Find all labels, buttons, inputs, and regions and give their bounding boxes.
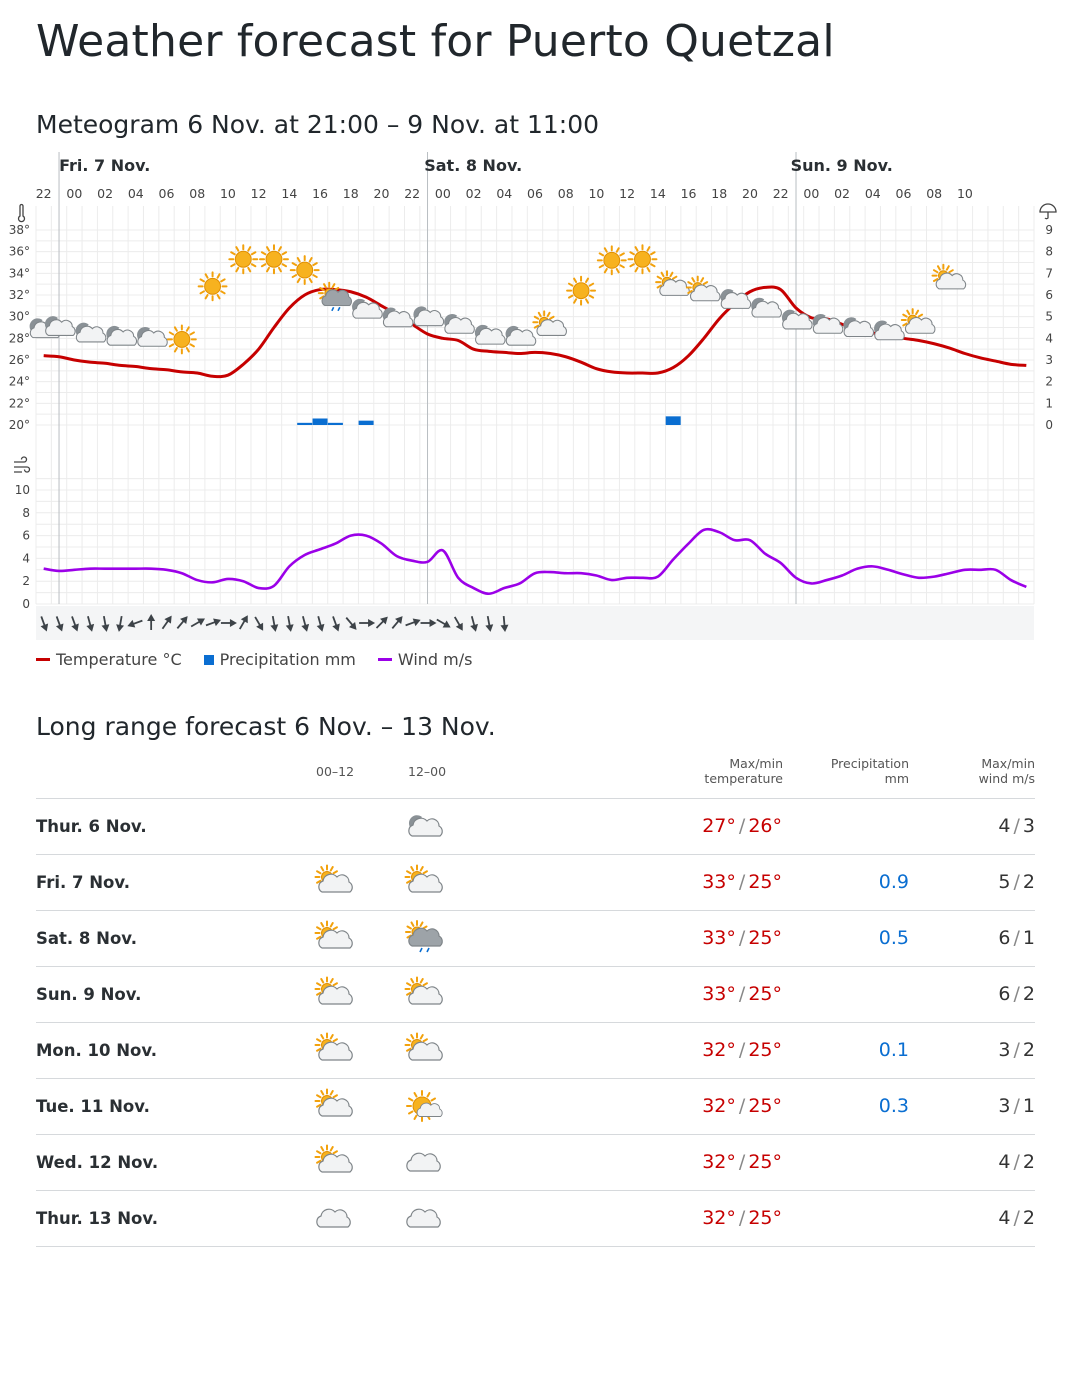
- temperature-tick-label: 28°: [8, 331, 30, 346]
- partly-cloudy-day-icon: [902, 309, 935, 333]
- separator: /: [738, 1095, 746, 1117]
- legend-swatch: [204, 655, 214, 665]
- header-wind: [979, 756, 1035, 786]
- legend-label: Wind m/s: [397, 650, 473, 669]
- rain-showers-icon: [319, 283, 352, 311]
- wind-min: 2: [1022, 1039, 1035, 1061]
- hour-tick-label: 22: [404, 186, 421, 201]
- hour-tick-label: 00: [803, 186, 820, 201]
- day-label: Sat. 8 Nov.: [36, 929, 137, 948]
- wind-min: 1: [1022, 927, 1035, 949]
- day-label: Fri. 7 Nov.: [36, 873, 131, 892]
- legend-item: [36, 650, 182, 669]
- partly-cloudy-day-icon: [687, 277, 720, 301]
- hour-tick-label: 18: [711, 186, 728, 201]
- hour-tick-label: 10: [219, 186, 236, 201]
- partly-cloudy-day-icon: [656, 271, 689, 295]
- legend-swatch: [378, 658, 392, 661]
- header-period-2: 12–00: [408, 764, 447, 779]
- temperature-max-min: [702, 815, 782, 837]
- temperature-min: 25°: [748, 927, 782, 949]
- separator: /: [738, 1207, 746, 1229]
- wind-tick-label: 2: [22, 574, 30, 589]
- umbrella-icon: [1040, 204, 1056, 219]
- temperature-tick-label: 36°: [8, 244, 30, 259]
- cloudy-icon: [314, 1199, 354, 1239]
- partly-cloudy-night-icon: [782, 310, 812, 329]
- day-label: Sun. 9 Nov.: [790, 156, 893, 175]
- precipitation-bar[interactable]: [313, 419, 328, 426]
- hour-tick-label: 16: [312, 186, 328, 201]
- legend-label: Temperature °C: [56, 650, 182, 669]
- legend-label: Precipitation mm: [219, 650, 356, 669]
- wind-tick-label: 4: [22, 551, 30, 566]
- temperature-tick-label: 34°: [8, 266, 30, 281]
- partly-cloudy-day-icon: [314, 919, 354, 959]
- legend-item: [378, 650, 473, 669]
- hour-tick-label: 00: [66, 186, 83, 201]
- long-range-header: [36, 752, 1035, 799]
- precipitation-tick-label: 1: [1045, 396, 1053, 411]
- wind-tick-label: 8: [22, 505, 30, 520]
- hour-tick-label: 12: [250, 186, 267, 201]
- partly-cloudy-day-icon: [933, 265, 966, 289]
- wind-min: 1: [1022, 1095, 1035, 1117]
- hour-tick-label: 10: [588, 186, 605, 201]
- temperature-min: 26°: [748, 815, 782, 837]
- day-label: Tue. 11 Nov.: [36, 1097, 150, 1116]
- wind-max: 6: [998, 927, 1011, 949]
- temperature-max-min: [702, 927, 782, 949]
- partly-cloudy-day-icon: [314, 975, 354, 1015]
- hour-tick-label: 14: [281, 186, 298, 201]
- temperature-max: 32°: [702, 1207, 736, 1229]
- partly-cloudy-day-icon: [314, 863, 354, 903]
- wind-max-min: [998, 1151, 1035, 1173]
- partly-cloudy-day-icon: [404, 975, 444, 1015]
- partly-cloudy-day-icon: [533, 311, 566, 335]
- header-precipitation-line1: Precipitation: [830, 756, 909, 771]
- header-period-1: 00–12: [316, 764, 355, 779]
- hour-tick-label: 06: [158, 186, 175, 201]
- temperature-tick-label: 20°: [8, 418, 30, 432]
- temperature-max: 32°: [702, 1151, 736, 1173]
- meteogram-grid: [36, 206, 1034, 604]
- separator: /: [1013, 815, 1020, 837]
- wind-max: 6: [998, 983, 1011, 1005]
- wind-max-min: [998, 871, 1035, 893]
- wind-min: 2: [1022, 871, 1035, 893]
- table-row[interactable]: [36, 855, 1035, 911]
- separator: /: [1013, 871, 1020, 893]
- partly-cloudy-night-icon: [106, 326, 136, 345]
- table-row[interactable]: [36, 967, 1035, 1023]
- temperature-tick-label: 22°: [8, 396, 30, 411]
- long-range-table: [36, 752, 1035, 1247]
- wind-max-min: [998, 1039, 1035, 1061]
- partly-cloudy-night-icon: [874, 321, 904, 340]
- temperature-max-min: [702, 1151, 782, 1173]
- wind-max: 4: [998, 815, 1011, 837]
- hour-tick-label: 04: [864, 186, 881, 201]
- temperature-max-min: [702, 871, 782, 893]
- precipitation-tick-label: 4: [1045, 331, 1053, 346]
- hour-tick-label: 08: [926, 186, 943, 201]
- clear-sky-icon: [199, 272, 227, 300]
- day-label: Mon. 10 Nov.: [36, 1041, 158, 1060]
- precipitation-tick-label: 9: [1045, 223, 1053, 237]
- hour-tick-label: 16: [680, 186, 697, 201]
- wind-line[interactable]: [44, 529, 1027, 594]
- wind-max: 3: [998, 1039, 1011, 1061]
- partly-cloudy-night-icon: [383, 308, 413, 327]
- wind-min: 2: [1022, 1207, 1035, 1229]
- legend-item: [204, 650, 356, 669]
- hour-tick-label: 20: [373, 186, 390, 201]
- precipitation-tick-label: 6: [1045, 288, 1053, 302]
- wind-max-min: [998, 927, 1035, 949]
- precipitation-bar[interactable]: [359, 421, 374, 425]
- temperature-tick-label: 26°: [8, 353, 30, 367]
- precipitation-bar[interactable]: [297, 423, 312, 425]
- meteogram-legend: [36, 650, 472, 669]
- hour-tick-label: 02: [97, 186, 114, 201]
- hour-tick-label: 00: [434, 186, 451, 201]
- wind-max-min: [998, 983, 1035, 1005]
- precipitation-value: 0.3: [878, 1095, 909, 1117]
- temperature-max: 32°: [702, 1095, 736, 1117]
- header-wind-line1: Max/min: [981, 756, 1035, 771]
- partly-cloudy-night-icon: [45, 316, 75, 335]
- temperature-max-min: [702, 983, 782, 1005]
- precipitation-value: 0.1: [878, 1039, 909, 1061]
- temperature-tick-label: 24°: [8, 374, 30, 389]
- partly-cloudy-night-icon: [76, 323, 106, 342]
- wind-max-min: [998, 1207, 1035, 1229]
- separator: /: [738, 871, 746, 893]
- meteogram-title: Meteogram 6 Nov. at 21:00 – 9 Nov. at 11:00: [36, 110, 600, 139]
- partly-cloudy-night-icon: [720, 289, 750, 308]
- separator: /: [1013, 1207, 1020, 1229]
- separator: /: [1013, 983, 1020, 1005]
- temperature-max: 33°: [702, 927, 736, 949]
- partly-cloudy-night-icon: [751, 298, 781, 317]
- precipitation-tick-label: 7: [1045, 266, 1053, 281]
- partly-cloudy-night-icon: [352, 299, 382, 318]
- header-temperature-line1: Max/min: [729, 756, 783, 771]
- clear-sky-icon: [598, 246, 626, 274]
- table-row[interactable]: [36, 1079, 1035, 1135]
- precipitation-tick-label: 3: [1045, 353, 1053, 367]
- wind-tick-label: 6: [22, 528, 30, 543]
- hour-tick-label: 06: [895, 186, 912, 201]
- partly-cloudy-day-icon: [404, 1031, 444, 1071]
- header-wind-line2: wind m/s: [978, 771, 1035, 786]
- precipitation-bar[interactable]: [666, 416, 681, 425]
- hour-tick-label: 18: [342, 186, 359, 201]
- partly-cloudy-night-icon: [506, 326, 536, 345]
- wind-icon: [14, 457, 30, 472]
- wind-max: 4: [998, 1207, 1011, 1229]
- separator: /: [738, 1151, 746, 1173]
- separator: /: [1013, 1039, 1020, 1061]
- temperature-max: 33°: [702, 871, 736, 893]
- wind-min: 3: [1022, 815, 1035, 837]
- temperature-max: 33°: [702, 983, 736, 1005]
- hour-tick-label: 14: [649, 186, 666, 201]
- precipitation-tick-label: 8: [1045, 244, 1053, 259]
- wind-min: 2: [1022, 983, 1035, 1005]
- temperature-min: 25°: [748, 1207, 782, 1229]
- cloudy-icon: [404, 1143, 444, 1183]
- header-precipitation-line2: mm: [884, 771, 909, 786]
- day-label: Wed. 12 Nov.: [36, 1153, 159, 1172]
- wind-max: 5: [998, 871, 1011, 893]
- partly-cloudy-day-icon: [404, 863, 444, 903]
- fair-day-icon: [404, 1087, 444, 1127]
- precipitation-value: 0.9: [878, 871, 909, 893]
- separator: /: [738, 983, 746, 1005]
- hour-tick-label: 04: [496, 186, 513, 201]
- hour-tick-label: 02: [465, 186, 482, 201]
- wind-max: 4: [998, 1151, 1011, 1173]
- partly-cloudy-day-icon: [314, 1031, 354, 1071]
- temperature-min: 25°: [748, 1039, 782, 1061]
- precipitation-bar[interactable]: [328, 423, 343, 425]
- temperature-tick-label: 30°: [8, 309, 30, 324]
- thermometer-icon: [18, 205, 24, 222]
- wind-max: 3: [998, 1095, 1011, 1117]
- clear-sky-icon: [291, 256, 319, 284]
- long-range-title: Long range forecast 6 Nov. – 13 Nov.: [36, 712, 496, 741]
- long-range-rows: [36, 799, 1035, 1247]
- temperature-max: 27°: [702, 815, 736, 837]
- separator: /: [1013, 1151, 1020, 1173]
- clear-sky-icon: [260, 245, 288, 273]
- partly-cloudy-day-icon: [314, 1087, 354, 1127]
- clear-sky-icon: [629, 245, 657, 273]
- rain-showers-icon: [404, 919, 444, 959]
- temperature-max-min: [702, 1095, 782, 1117]
- day-label: Fri. 7 Nov.: [59, 156, 151, 175]
- separator: /: [738, 1039, 746, 1061]
- hour-tick-label: 08: [557, 186, 574, 201]
- partly-cloudy-night-icon: [843, 317, 873, 336]
- separator: /: [1013, 927, 1020, 949]
- hour-tick-label: 08: [189, 186, 206, 201]
- table-row[interactable]: [36, 1135, 1035, 1191]
- precipitation-tick-label: 2: [1045, 374, 1053, 389]
- wind-max-min: [998, 815, 1035, 837]
- precipitation-tick-label: 5: [1045, 309, 1053, 324]
- hour-tick-label: 04: [127, 186, 144, 201]
- day-label: Sat. 8 Nov.: [424, 156, 523, 175]
- clear-sky-icon: [567, 277, 595, 305]
- hour-tick-label: 22: [772, 186, 789, 201]
- precipitation-tick-label: 0: [1045, 418, 1053, 432]
- separator: /: [738, 815, 746, 837]
- temperature-min: 25°: [748, 1095, 782, 1117]
- table-row[interactable]: [36, 1023, 1035, 1079]
- wind-max-min: [998, 1095, 1035, 1117]
- table-row[interactable]: [36, 911, 1035, 967]
- temperature-min: 25°: [748, 1151, 782, 1173]
- precipitation-value: 0.5: [878, 927, 909, 949]
- temperature-max-min: [702, 1207, 782, 1229]
- header-temperature: [704, 756, 783, 786]
- table-row[interactable]: [36, 799, 1035, 855]
- hour-tick-label: 22: [35, 186, 52, 201]
- partly-cloudy-night-icon: [137, 327, 167, 346]
- header-temperature-line2: temperature: [704, 771, 783, 786]
- hour-tick-label: 20: [742, 186, 758, 201]
- hour-tick-label: 10: [956, 186, 973, 201]
- temperature-tick-label: 32°: [8, 288, 30, 302]
- temperature-tick-label: 38°: [8, 223, 30, 237]
- hour-tick-label: 06: [527, 186, 543, 201]
- page-title: Weather forecast for Puerto Quetzal: [36, 16, 835, 67]
- temperature-min: 25°: [748, 983, 782, 1005]
- clear-sky-icon: [229, 245, 257, 273]
- day-label: Thur. 6 Nov.: [36, 817, 147, 836]
- partly-cloudy-day-icon: [314, 1143, 354, 1183]
- separator: /: [1013, 1095, 1020, 1117]
- cloudy-icon: [404, 1199, 444, 1239]
- wind-tick-label: 10: [14, 483, 30, 497]
- legend-swatch: [36, 658, 50, 661]
- separator: /: [738, 927, 746, 949]
- temperature-max-min: [702, 1039, 782, 1061]
- partly-cloudy-night-icon: [404, 807, 444, 847]
- partly-cloudy-night-icon: [413, 306, 443, 325]
- temperature-max: 32°: [702, 1039, 736, 1061]
- hour-tick-label: 02: [834, 186, 851, 201]
- wind-min: 2: [1022, 1151, 1035, 1173]
- day-label: Thur. 13 Nov.: [36, 1209, 159, 1228]
- wind-tick-label: 0: [22, 597, 30, 611]
- table-row[interactable]: [36, 1191, 1035, 1247]
- meteogram-chart[interactable]: [0, 148, 1080, 648]
- header-precipitation: [831, 756, 909, 786]
- temperature-min: 25°: [748, 871, 782, 893]
- day-label: Sun. 9 Nov.: [36, 985, 142, 1004]
- hour-tick-label: 12: [619, 186, 636, 201]
